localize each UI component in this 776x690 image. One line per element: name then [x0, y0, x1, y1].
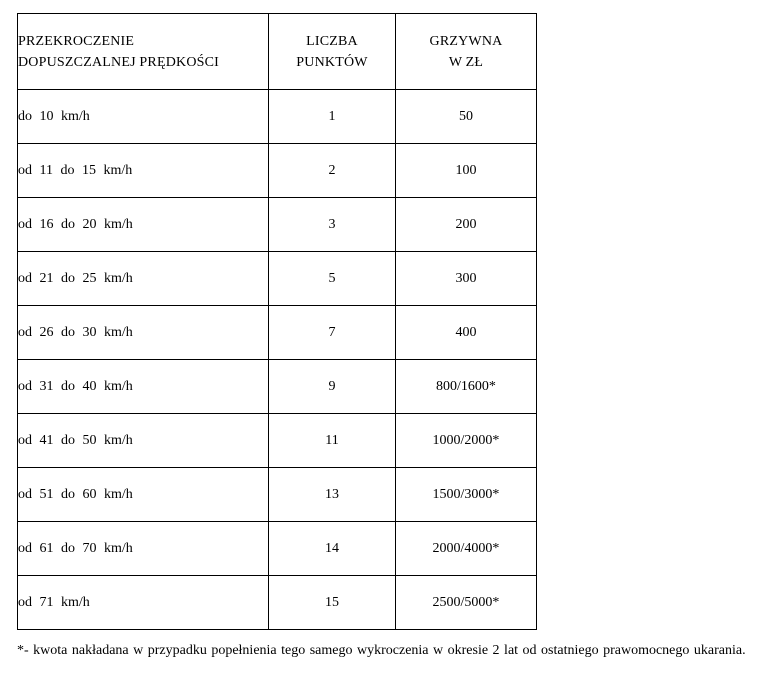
cell-fine: 200	[396, 198, 537, 252]
cell-speed: od 26 do 30 km/h	[18, 306, 269, 360]
table-row	[18, 576, 537, 630]
table-row	[18, 306, 537, 360]
cell-fine: 2000/4000*	[396, 522, 537, 576]
cell-fine: 400	[396, 306, 537, 360]
cell-speed: od 16 do 20 km/h	[18, 198, 269, 252]
cell-points: 5	[269, 252, 396, 306]
table-row	[18, 414, 537, 468]
cell-fine: 300	[396, 252, 537, 306]
cell-points: 14	[269, 522, 396, 576]
table-row	[18, 522, 537, 576]
cell-speed: od 71 km/h	[18, 576, 269, 630]
table-row	[18, 252, 537, 306]
cell-speed: od 21 do 25 km/h	[18, 252, 269, 306]
header-speed-excess	[18, 14, 269, 90]
header-speed-line-2: DOPUSZCZALNEJ PRĘDKOŚCI	[18, 54, 220, 70]
cell-fine: 50	[396, 90, 537, 144]
header-fine-line-2: W ZŁ	[448, 54, 484, 70]
cell-points: 13	[269, 468, 396, 522]
header-fine-line-1: GRZYWNA	[429, 33, 503, 49]
cell-points: 11	[269, 414, 396, 468]
cell-points: 9	[269, 360, 396, 414]
header-points	[269, 14, 396, 90]
cell-points: 7	[269, 306, 396, 360]
footnote: *- kwota nakładana w przypadku popełnienia tego samego wykroczenia w okresie 2 lat od ostatniego prawomocnego ukarania.	[17, 643, 746, 658]
cell-fine: 800/1600*	[396, 360, 537, 414]
cell-points: 2	[269, 144, 396, 198]
speeding-fines-table	[17, 13, 537, 630]
table-row	[18, 468, 537, 522]
table-row	[18, 198, 537, 252]
cell-speed: do 10 km/h	[18, 90, 269, 144]
table-row	[18, 90, 537, 144]
cell-speed: od 11 do 15 km/h	[18, 144, 269, 198]
cell-speed: od 51 do 60 km/h	[18, 468, 269, 522]
cell-fine: 1000/2000*	[396, 414, 537, 468]
cell-fine: 100	[396, 144, 537, 198]
table-header-row	[18, 14, 537, 90]
header-points-line-1: LICZBA	[306, 33, 358, 49]
cell-speed: od 41 do 50 km/h	[18, 414, 269, 468]
cell-points: 1	[269, 90, 396, 144]
cell-fine: 1500/3000*	[396, 468, 537, 522]
header-points-line-2: PUNKTÓW	[296, 54, 368, 70]
cell-speed: od 31 do 40 km/h	[18, 360, 269, 414]
table-row	[18, 360, 537, 414]
cell-fine: 2500/5000*	[396, 576, 537, 630]
header-fine	[396, 14, 537, 90]
cell-points: 15	[269, 576, 396, 630]
header-speed-line-1: PRZEKROCZENIE	[18, 33, 135, 49]
cell-speed: od 61 do 70 km/h	[18, 522, 269, 576]
table-row	[18, 144, 537, 198]
cell-points: 3	[269, 198, 396, 252]
